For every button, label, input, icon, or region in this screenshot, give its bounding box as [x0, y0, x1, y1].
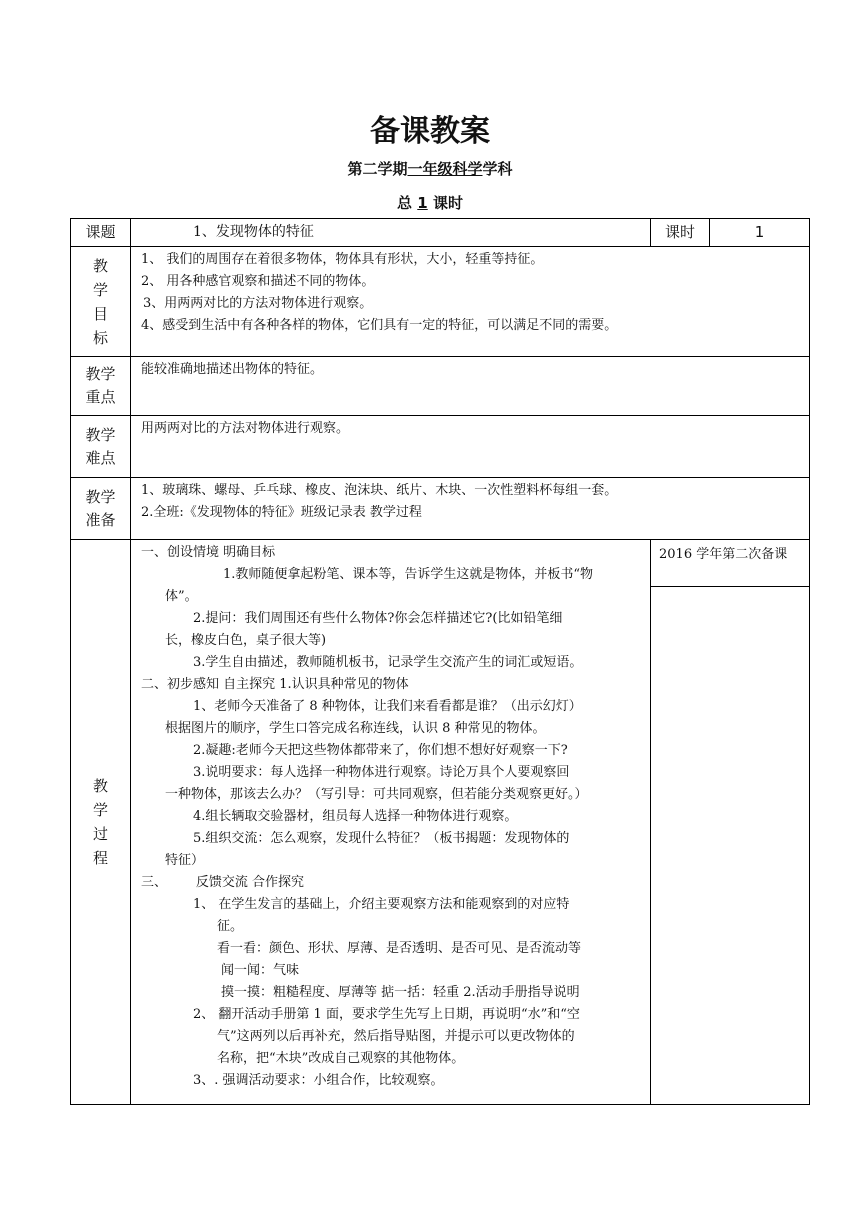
revision-note: 2016 学年第二次备课 — [659, 547, 788, 562]
goal-item: 3、用两两对比的方法对物体进行观察。 — [143, 296, 373, 311]
hours-label-cell — [650, 218, 710, 247]
process-line: 闻一闻：气味 — [221, 963, 300, 978]
topic-value-cell — [130, 218, 651, 247]
subtitle-term: 第二学期 — [347, 160, 408, 178]
revision-blank-cell — [650, 586, 810, 1105]
process-label-cell — [70, 539, 131, 1105]
subtitle-grade: 一年级 — [407, 160, 453, 178]
goal-item: 2、 用各种感官观察和描述不同的物体。 — [141, 274, 375, 289]
goal-item: 1、 我们的周围存在着很多物体，物体具有形状，大小，轻重等持征。 — [141, 252, 544, 267]
prep-label-cell — [70, 477, 131, 540]
process-line: 4.组长辆取交验器材，组员每人选择一种物体进行观察。 — [193, 809, 518, 824]
process-line: 2.提问：我们周围还有些什么物体?你会怎样描述它?(比如铅笔细 — [193, 611, 563, 626]
process-line: 1、老师今天准备了 8 种物体，让我们来看看都是谁？（出示幻灯） — [193, 699, 582, 714]
process-line: 3.学生自由描述，教师随机板书，记录学生交流产生的词汇或短语。 — [193, 655, 583, 670]
process-line: 根据图片的顺序，学生口答完成名称连线，认识 8 种常见的物体。 — [165, 721, 546, 736]
difficult-label: 教学难点 — [85, 425, 116, 467]
subtitle-suffix: 学科 — [482, 160, 513, 178]
process-line: 2.凝趣:老师今天把这些物体都带来了，你们想不想好好观察一下? — [193, 743, 568, 758]
key-content-cell — [130, 356, 810, 416]
process-label: 教学过程 — [92, 777, 108, 867]
total-suffix: 课时 — [432, 194, 463, 212]
process-line: 气”这两列以后再补充，然后指导贴图，并提示可以更改物体的 — [217, 1029, 575, 1044]
page-title: 备课教案 — [370, 114, 490, 149]
prep-label: 教学准备 — [85, 487, 116, 529]
hours-value-cell — [709, 218, 810, 247]
process-line: 长，橡皮白色，桌子很大等) — [165, 633, 327, 648]
hours-label: 课时 — [664, 223, 695, 241]
difficult-content-cell — [130, 415, 810, 478]
goals-label: 教学目标 — [92, 256, 108, 347]
difficult-label-cell — [70, 415, 131, 478]
revision-note-cell — [650, 539, 810, 587]
process-line: 征。 — [217, 919, 244, 934]
process-line: 1、 在学生发言的基础上，介绍主要观察方法和能观察到的对应特 — [193, 897, 570, 912]
process-content-cell — [130, 539, 651, 1105]
process-line: 1.教师随便拿起粉笔、课本等，告诉学生这就是物体，并板书“物 — [223, 567, 594, 582]
process-line: 3.说明要求：每人选择一种物体进行观察。诗论万具个人要观察回 — [193, 765, 570, 780]
total-prefix: 总 — [397, 194, 413, 212]
process-line: 3、. 强调活动要求：小组合作，比较观察。 — [193, 1073, 444, 1088]
hours-value: 1 — [754, 223, 765, 241]
process-line: 5.组织交流：怎么观察，发现什么特征？（板书揭题：发现物体的 — [193, 831, 570, 846]
prep-item: 1、玻璃珠、螺母、乒乓球、橡皮、泡沫块、纸片、木块、一次性塑料杯每组一套。 — [141, 483, 618, 498]
key-label-cell — [70, 356, 131, 416]
prep-content-cell — [130, 477, 810, 540]
key-text: 能较准确地描述出物体的特征。 — [141, 362, 324, 377]
topic-label: 课题 — [85, 223, 116, 241]
process-line: 体”。 — [165, 589, 198, 604]
process-line: 二、初步感知 自主探究 1.认识具种常见的物体 — [141, 677, 409, 692]
process-line: 一种物体，那该去么办？（写引导：可共同观察，但若能分类观察更好。） — [165, 787, 588, 802]
process-line: 一、创设情境 明确目标 — [141, 545, 276, 560]
process-line: 摸一摸：粗糙程度、厚薄等 掂一括：轻重 2.活动手册指导说明 — [221, 985, 580, 1000]
total-lessons — [0, 192, 860, 213]
process-line: 特征） — [165, 853, 205, 868]
subtitle — [0, 158, 860, 179]
prep-item: 2.全班:《发现物体的特征》班级记录表 教学过程 — [141, 505, 422, 520]
goal-item: 4、感受到生活中有各种各样的物体，它们具有一定的特征，可以满足不同的需要。 — [141, 318, 618, 333]
key-label: 教学重点 — [85, 365, 116, 406]
subtitle-subject: 科学 — [452, 160, 483, 178]
goals-label-cell — [70, 246, 131, 357]
topic-value: 1、发现物体的特征 — [193, 224, 314, 240]
topic-label-cell — [70, 218, 131, 247]
total-number: 1 — [417, 194, 428, 212]
goals-content-cell — [130, 246, 810, 357]
process-line: 三、 反馈交流 合作探究 — [141, 875, 305, 890]
process-line: 名称，把“木块”改成自己观察的其他物体。 — [217, 1051, 465, 1066]
process-line: 2、 翻开活动手册第 1 面，要求学生先写上日期，再说明“水”和“空 — [193, 1007, 580, 1022]
difficult-text: 用两两对比的方法对物体进行观察。 — [141, 421, 350, 436]
process-line: 看一看：颜色、形状、厚薄、是否透明、是否可见、是否流动等 — [217, 941, 582, 956]
